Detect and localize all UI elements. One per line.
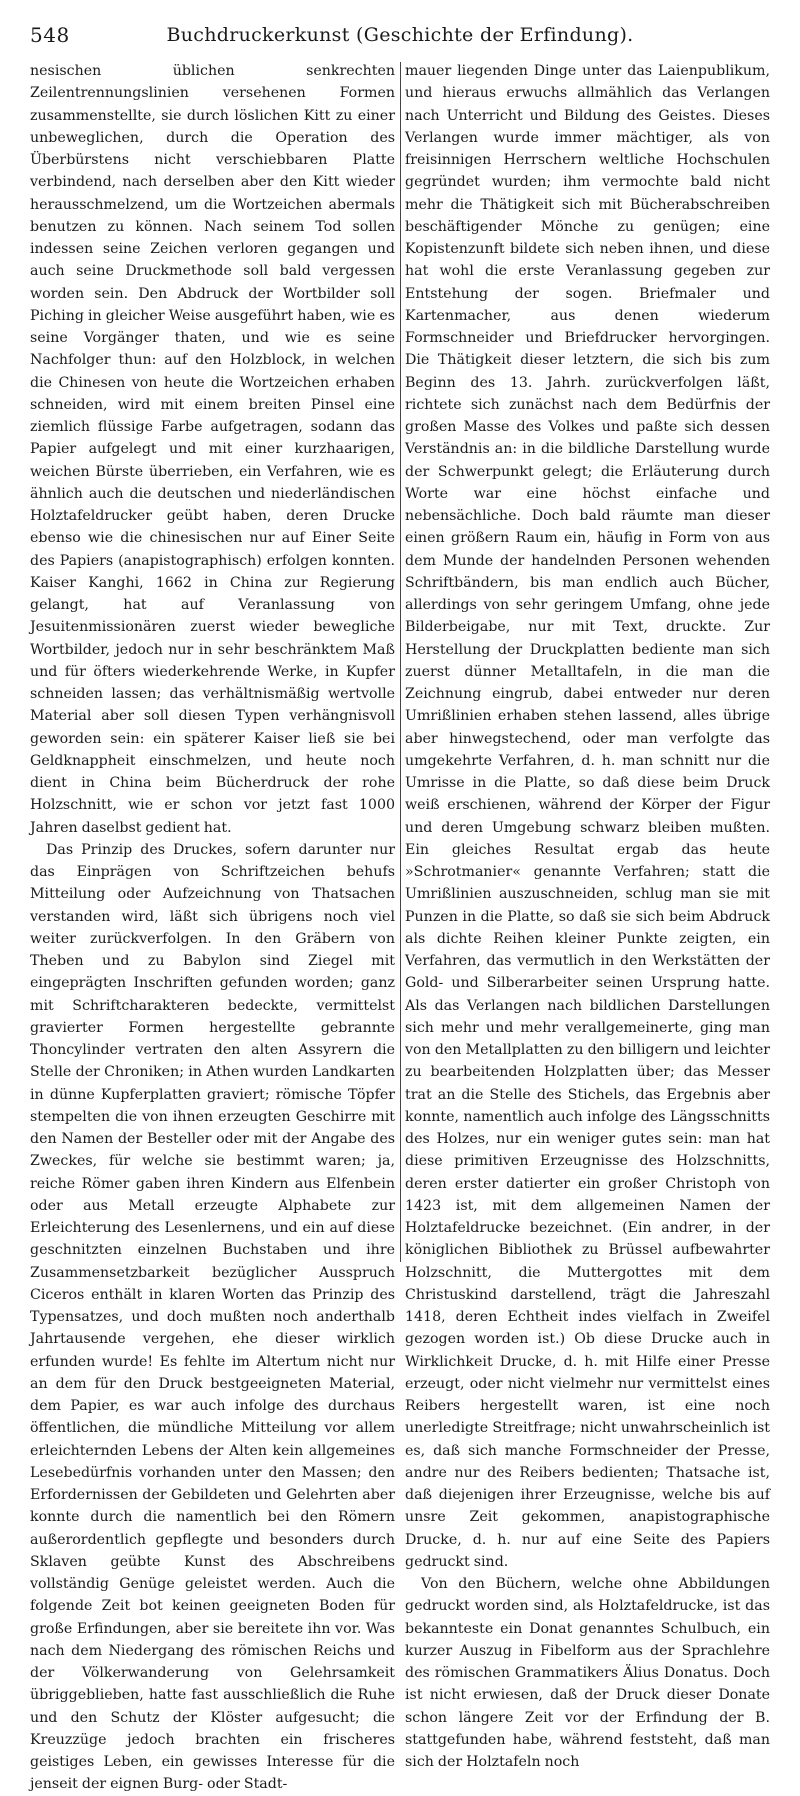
left-column (30, 60, 395, 1793)
paragraph: Von den Büchern, welche ohne Abbildungen gedruckt worden sind, als Holztafeldrucke, ist das bekannteste ein Donat genanntes Schulbuch, ein kurzer Auszug in Fibelform aus der Sprachlehre des römischen Grammatikers Älius Donatus. Doch ist nicht erwiesen, daß der Druck dieser Donate schon längere Zeit vor der Erfindung der B. stattgefunden habe, während feststeht, daß man sich der Holztafeln noch (405, 1576, 770, 1770)
column-divider (400, 62, 401, 1262)
paragraph: Das Prinzip des Druckes, sofern darunter nur das Einprägen von Schriftzeichen behufs Mitteilung oder Aufzeichnung von Thatsachen verstanden wird, läßt sich übrigens noch viel weiter zurückverfolgen. In den Gräbern von Theben und zu Babylon sind Ziegel mit eingeprägten Inschriften gefunden worden; ganz mit Schriftcharakteren bedeckte, vermittelst gravierter Formen hergestellte gebrannte Thoncylinder vertraten den alten Assyrern die Stelle der Chroniken; in Athen wurden Landkarten in dünne Kupferplatten graviert; römische Töpfer stempelten die von ihnen erzeugten Geschirre mit den Namen der Besteller oder mit der Angabe des Zweckes, für welche sie bestimmt waren; ja, reiche Römer gaben ihren Kindern aus Elfenbein oder aus Metall erzeugte Alphabete zur Erleichterung des Lesenlernens, und ein auf diese geschnitzten einzelnen Buchstaben und ihre Zusammensetzbarkeit bezüglicher Ausspruch Ciceros enthält in klaren Worten das Prinzip des Typensatzes, und doch mußten noch anderthalb Jahrtausende vergehen, ehe dieser wirklich erfunden wurde! Es fehlte im Altertum nicht nur an dem für den Druck bestgeeigneten Material, dem Papier, es war auch infolge des durchaus öffentlichen, die mündliche Mitteilung vor allem erleichternden Lebens der Alten kein allgemeines Lesebedürfnis vorhanden unter den Massen; den Erfordernissen der Gebildeten und Gelehrten aber konnte durch die namentlich bei den Römern außerordentlich gepflegte und besonders durch Sklaven geübte Kunst des Abschreibens vollständig Genüge geleistet werden. Auch die folgende Zeit bot keinen geeigneten Boden für große Erfindungen, aber sie bereitete ihn vor. Was nach dem Niedergang des römischen Reichs und der Völkerwanderung von Gelehrsamkeit übriggeblieben, hatte fast ausschließlich die Ruhe und den Schutz der Klöster aufgesucht; die Kreuzzüge jedoch brachten ein frischeres geistiges Leben, ein gewisses Interesse für die jenseit der eignen Burg- oder Stadt- (30, 841, 395, 1793)
running-title: Buchdruckerkunst (Geschichte der Erfindung). (166, 24, 634, 46)
paragraph: nesischen üblichen senkrechten Zeilentrennungslinien versehenen Formen zusammenstellte, sie durch löslichen Kitt zu einer unbeweglichen, durch die Operation des Überbürstens nicht verschiebbaren Platte verbindend, nach derselben aber den Kitt wieder herausschmelzend, um die Wortzeichen abermals benutzen zu können. Nach seinem Tod sollen indessen seine Zeichen verloren gegangen und auch seine Druckmethode soll bald vergessen worden sein. Den Abdruck der Wortbilder soll Piching in gleicher Weise ausgeführt haben, wie es seine Vorgänger thaten, und wie es seine Nachfolger thun: auf den Holzblock, in welchen die Chinesen von heute die Wortzeichen erhaben schneiden, wird mit einem breiten Pinsel eine ziemlich flüssige Farbe aufgetragen, sodann das Papier aufgelegt und mit einer kurzhaarigen, weichen Bürste überrieben, ein Verfahren, wie es ähnlich auch die deutschen und niederländischen Holztafeldrucker geübt haben, deren Drucke ebenso wie die chinesischen nur auf Einer Seite des Papiers (anapistographisch) erfolgen konnten. Kaiser Kanghi, 1662 in China zur Regierung gelangt, hat auf Veranlassung von Jesuitenmissionären zuerst wieder bewegliche Wortbilder, jedoch nur in sehr beschränktem Maß und für öfters wiederkehrende Werke, in Kupfer schneiden lassen; das verhältnismäßig wertvolle Material aber soll diesen Typen verhängnisvoll geworden sein: ein späterer Kaiser ließ sie bei Geldknappheit einschmelzen, und heute noch dient in China beim Bücherdruck der rohe Holzschnitt, wie er schon vor jetzt fast 1000 Jahren daselbst gedient hat. (30, 63, 395, 836)
page-number: 548 (30, 23, 70, 47)
running-head (30, 22, 770, 48)
paragraph: mauer liegenden Dinge unter das Laienpublikum, und hieraus erwuchs allmählich das Verlangen nach Unterricht und Bildung des Geistes. Dieses Verlangen wurde immer mächtiger, als von freisinnigen Herrschern weltliche Hochschulen gegründet wurden; ihm vermochte bald nicht mehr die Thätigkeit sich mit Bücherabschreiben beschäftigender Mönche zu genügen; eine Kopistenzunft bildete sich neben ihnen, und diese hat wohl die erste Veranlassung gegeben zur Entstehung der sogen. Briefmaler und Kartenmacher, aus denen wiederum Formschneider und Briefdrucker hervorgingen. Die Thätigkeit dieser letztern, die sich bis zum Beginn des 13. Jahrh. zurückverfolgen läßt, richtete sich zunächst nach dem Bedürfnis der großen Masse des Volkes und paßte sich dessen Verständnis an: in die bildliche Darstellung wurde der Schwerpunkt gelegt; die Erläuterung durch Worte war eine höchst einfache und nebensächliche. Doch bald räumte man dieser einen größern Raum ein, häufig in Form von aus dem Munde der handelnden Personen wehenden Schriftbändern, bis man endlich auch Bücher, allerdings von sehr geringem Umfang, ohne jede Bilderbeigabe, nur mit Text, druckte. Zur Herstellung der Druckplatten bediente man sich zuerst dünner Metalltafeln, in die man die Zeichnung eingrub, dabei entweder nur deren Umrißlinien erhaben stehen lassend, alles übrige aber hinwegstechend, oder man verfolgte das umgekehrte Verfahren, d. h. man schnitt nur die Umrisse in die Platte, so daß diese beim Druck weiß erschienen, während der Körper der Figur und deren Umgebung schwarz bleiben mußten. Ein gleiches Resultat ergab das heute »Schrotmanier« genannte Verfahren; statt die Umrißlinien auszuschneiden, schlug man sie mit Punzen in die Platte, so daß sie sich beim Abdruck als dichte Reihen kleiner Punkte zeigten, ein Verfahren, das vermutlich in den Werkstätten der Gold- und Silberarbeiter seinen Ursprung hatte. Als das Verlangen nach bildlichen Darstellungen sich mehr und mehr verallgemeinerte, ging man von den Metallplatten zu den billigern und leichter zu bearbeitenden Holzplatten über; das Messer trat an die Stelle des Stichels, das Ergebnis aber konnte, namentlich auch infolge des Längsschnitts des Holzes, nur ein weniger gutes sein: man hat diese primitiven Erzeugnisse des Holzschnitts, deren erster datierter ein großer Christoph von 1423 ist, mit dem allgemeinen Namen der Holztafeldrucke bezeichnet. (Ein andrer, in der königlichen Bibliothek zu Brüssel aufbewahrter Holzschnitt, die Muttergottes mit dem Christuskind darstellend, trägt die Jahreszahl 1418, deren Echtheit indes vielfach in Zweifel gezogen worden ist.) Ob diese Drucke auch in Wirklichkeit Drucke, d. h. mit Hilfe einer Presse erzeugt, oder nicht vielmehr nur vermittelst eines Reibers hergestellt waren, ist eine noch unerledigte Streitfrage; nicht unwahrscheinlich ist es, daß sich manche Formschneider der Presse, andre nur des Reibers bedienten; Thatsache ist, daß diejenigen ihrer Erzeugnisse, welche bis auf unsre Zeit gekommen, anapistographische Drucke, d. h. nur auf eine Seite des Papiers gedruckt sind. (405, 63, 770, 1570)
right-column (405, 60, 770, 1770)
